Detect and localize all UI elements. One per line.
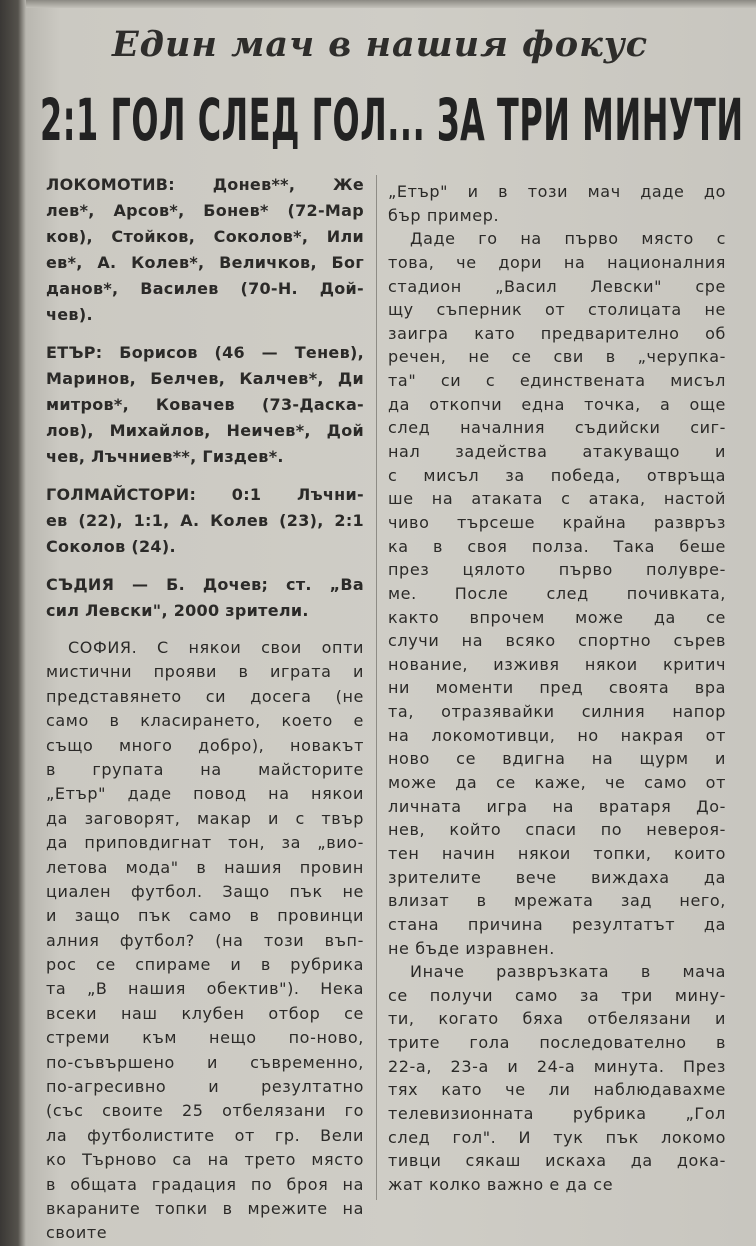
text-line: личната игра на вратаря До- [388,796,726,816]
text-line: нал задейства атакуващо и [388,442,726,462]
text-line: да заговорят, макар и с твър [46,808,364,828]
text-line: телевизионната рубрика „Гол [388,1103,726,1123]
text-line: след гол". И тук пък локомо [388,1127,726,1147]
text-line: нование, изживя някои критич [388,654,726,674]
text-line: по-съвършено и съвременно, [46,1052,364,1072]
lineup-line: сил Левски", 2000 зрители. [46,601,309,620]
text-line: ла футболистите от гр. Вели [46,1125,364,1145]
text-line: тен начин някои топки, които [388,843,726,863]
right-column [388,180,726,1197]
lineup-line: чев). [46,305,93,324]
text-line: след началния съдийски сиг- [388,418,726,438]
lineup-line: ГОЛМАЙСТОРИ: 0:1 Лъчни- [46,485,364,504]
lineup-line: лов), Михайлов, Неичев*, Дой [46,421,364,440]
text-line: тях като че ли наблюдавахме [388,1080,726,1100]
text-line: ко Търново са на трето място [46,1150,364,1170]
text-line: представянето си досега (не [46,686,364,706]
lineup-line: митров*, Ковачев (73-Даска- [46,395,364,414]
text-line: та „В нашия обектив"). Нека [46,979,364,999]
text-line: „Етър" даде повод на някои [46,784,364,804]
text-line: по-агресивно и резултатно [46,1077,364,1097]
text-line: 22-а, 23-а и 24-а минута. През [388,1056,726,1076]
lineup-line: данов*, Василев (70-Н. Дой- [46,279,364,298]
text-line: ни моменти пред своята вра [388,678,726,698]
lineup-line: Соколов (24). [46,537,176,556]
text-line: бър пример. [388,205,500,225]
lineup-block [46,172,364,328]
text-line: трите гола последователно в [388,1033,726,1053]
text-line: да приповдигнат тон, за „вио- [46,833,364,853]
text-line: ме. После след почивката, [388,583,726,603]
lineup-block [46,340,364,470]
text-line: та, отразявайки силния напор [388,702,726,722]
text-line: това, че дори на националния [388,252,726,272]
text-line: тивци сякаш искаха да дока- [388,1151,726,1171]
lineup-line: ев*, А. Колев*, Величков, Бог [46,253,364,272]
text-line: (със своите 25 отбелязани го [46,1101,364,1121]
text-line: жат колко важно е да се [388,1174,614,1194]
text-line: и защо пък само в провинци [46,906,364,926]
text-line: само в класирането, което е [46,711,364,731]
lineup-block [46,572,364,624]
text-line: през цялото първо полувре- [388,560,726,580]
text-line: нев, който спаси по невероя- [388,820,726,840]
text-line: чиво търсеше крайна развръз [388,512,726,532]
text-line: ново се вдигна на щурм и [388,749,726,769]
text-line: на локомотивци, но накрая от [388,725,726,745]
column-divider [376,175,377,1200]
text-line: Даде го на първо място с [410,229,726,249]
text-line: не бъде изравнен. [388,938,555,958]
text-line: мистични прояви в играта и [46,662,364,682]
text-line: както впрочем може да се [388,607,726,627]
lineup-block [46,482,364,560]
text-line: СОФИЯ. С някои свои опти [68,638,364,657]
text-line: щу съперник от столицата не [388,300,726,320]
text-line: в групата на майсторите [46,759,364,779]
left-body-text [46,636,364,1246]
text-line: рос се спираме и в рубрика [46,955,364,975]
text-line: та" си с единствената мисъл [388,371,726,391]
text-line: влизат в мрежата зад него, [388,891,726,911]
text-line: ше на атаката с атака, настой [388,489,726,509]
article-kicker: Един мач в нашия фокус [111,24,649,65]
text-line: стана причина резултатът да [388,914,726,934]
text-line: зрителите вече виждаха да [388,867,726,887]
text-line: се получи само за три мину- [388,985,726,1005]
text-line: с мисъл за победа, отвръща [388,465,726,485]
text-line: алния футбол? (на този въп- [46,930,364,950]
text-line: летова мода" в нашия провин [46,857,364,877]
text-line: вкараните топки в мрежите на [46,1198,364,1218]
text-line: всеки наш клубен отбор се [46,1003,364,1023]
lineup-line: лев*, Арсов*, Бонев* (72-Мар [46,201,364,220]
article-headline: 2:1 ГОЛ СЛЕД ГОЛ... ЗА ТРИ МИНУТИ [40,86,744,154]
lineup-line: Маринов, Белчев, Калчев*, Ди [46,369,364,388]
left-column [46,172,364,1246]
lineup-line: ЛОКОМОТИВ: Донев**, Же [46,175,364,194]
text-line: ти, когато бяха отбелязани и [388,1009,726,1029]
text-line: също много добро), новакът [46,735,364,755]
text-line: заигра като предварително об [388,323,726,343]
text-line: Иначе развръзката в мача [410,962,726,982]
lineup-line: СЪДИЯ — Б. Дочев; ст. „Ва [46,575,364,594]
lineup-line: ев (22), 1:1, А. Колев (23), 2:1 [46,511,364,530]
right-body-text [388,180,726,1197]
text-line: ка в своя полза. Така беше [388,536,726,556]
text-line: случи на всяко спортно сърев [388,631,726,651]
text-line: в общата градация по броя на [46,1174,364,1194]
text-line: може да се каже, че само от [388,773,726,793]
text-line: стреми към нещо по-ново, [46,1028,364,1048]
text-line: да откопчи една точка, а още [388,394,726,414]
lineup-line: ков), Стойков, Соколов*, Или [46,227,364,246]
text-line: „Етър" и в този мач даде до [388,182,726,201]
lineup-line: чев, Лъчниев**, Гиздев*. [46,447,284,466]
text-line: своите [46,1223,108,1243]
page-top-edge [26,0,756,8]
lineup-line: ЕТЪР: Борисов (46 — Тенев), [46,343,364,362]
text-line: циален футбол. Защо пък не [46,881,364,901]
text-line: речен, не се сви в „черупка- [388,347,726,367]
text-line: стадион „Васил Левски" сре [388,276,726,296]
